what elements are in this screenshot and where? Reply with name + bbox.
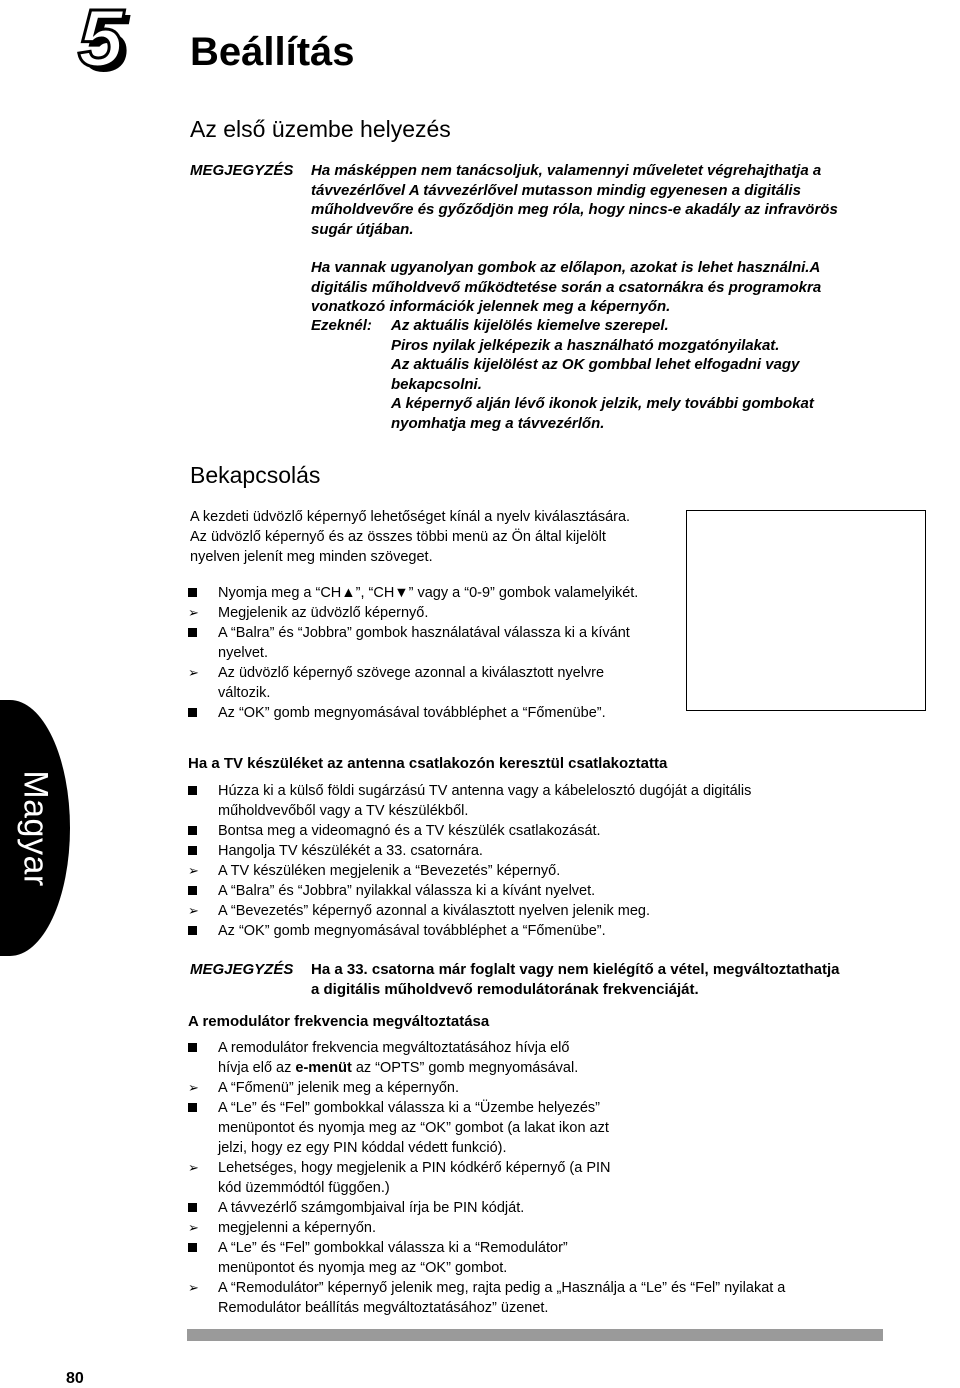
e-menu-term: e-menüt xyxy=(295,1060,352,1076)
arrow-right-icon: ➢ xyxy=(188,605,199,620)
chapter-number: 5 xyxy=(78,0,124,84)
side-tab-label: Magyar xyxy=(16,769,55,887)
list-item: ➢ megjelenni a képernyőn. xyxy=(188,1220,376,1236)
page-title: Beállítás xyxy=(190,30,355,74)
note-label-2: MEGJEGYZÉS xyxy=(190,961,294,978)
screen-illustration-frame xyxy=(686,510,926,711)
list-item: ➢ A “Főmenü” jelenik meg a képernyőn. xyxy=(188,1080,459,1096)
section-heading-antenna: Ha a TV készüléket az antenna csatlakozón keresztül csatlakoztatta xyxy=(188,755,668,772)
list-item: Az “OK” gomb megnyomásával továbbléphet a “Főmenübe”. xyxy=(218,705,606,721)
power-on-steps xyxy=(188,583,688,723)
list-item: A “Le” és “Fel” gombokkal válassza ki a “Remodulátor” menüpontot és nyomja meg az “OK” gombot. xyxy=(218,1240,568,1276)
ezeknel-label: Ezeknél: xyxy=(311,317,372,334)
arrow-right-icon: ➢ xyxy=(188,1280,199,1295)
list-item: Húzza ki a külső földi sugárzású TV antenna vagy a kábelelosztó dugóját a digitális műholdvevőből vagy a TV készülékből. xyxy=(218,783,752,819)
list-item: A “Balra” és “Jobbra” gombok használatával válassza ki a kívánt nyelvet. xyxy=(218,625,630,661)
arrow-right-icon: ➢ xyxy=(188,903,199,918)
note-label: MEGJEGYZÉS xyxy=(190,162,294,179)
antenna-steps xyxy=(188,781,888,941)
list-item: Nyomja meg a “CH▲”, “CH▼” vagy a “0-9” gombok valamelyikét. xyxy=(218,585,639,601)
list-item: A “Balra” és “Jobbra” nyilakkal válassza ki a kívánt nyelvet. xyxy=(218,883,596,899)
note-text-3: Ha a 33. csatorna már foglalt vagy nem kielégítő a vétel, megváltoztathatja a digitális műholdvevő remodulátorának frekvenciáját. xyxy=(311,961,840,998)
remodulator-steps xyxy=(188,1038,888,1318)
list-item: A távvezérlő számgombjaival írja be PIN kódját. xyxy=(218,1200,525,1216)
footer-divider xyxy=(187,1329,883,1341)
list-item: ➢ Az üdvözlő képernyő szövege azonnal a kiválasztott nyelvre változik. xyxy=(188,665,605,701)
list-item: Bontsa meg a videomagnó és a TV készülék csatlakozását. xyxy=(218,823,601,839)
arrow-right-icon: ➢ xyxy=(188,1160,199,1175)
ezeknel-list: Az aktuális kijelölés kiemelve szerepel. Piros nyilak jelképezik a használható mozgatónyilakat. Az aktuális kijelölést az OK gombbal lehet elfogadni vagy bekapcsolni. A képernyő alján lévő ikonok jelzik, mely további gombokat nyomhatja meg a távvezérlőn. xyxy=(391,317,814,432)
list-item: A remodulátor frekvencia megváltoztatásához hívja elő hívja elő az e-menüt az “OPTS” gomb megnyomásával. xyxy=(218,1040,579,1076)
list-item: ➢ A “Bevezetés” képernyő azonnal a kiválasztott nyelven jelenik meg. xyxy=(188,903,651,919)
page-number: 80 xyxy=(66,1370,84,1387)
arrow-right-icon: ➢ xyxy=(188,863,199,878)
list-item: ➢ A “Remodulátor” képernyő jelenik meg, rajta pedig a „Használja a “Le” és “Fel” nyilakat a Remodulátor beállítás megváltoztatásához” üzenet. xyxy=(188,1280,786,1316)
list-item: Az “OK” gomb megnyomásával továbbléphet a “Főmenübe”. xyxy=(218,923,606,939)
list-item: Hangolja TV készülékét a 33. csatornára. xyxy=(218,843,483,859)
arrow-right-icon: ➢ xyxy=(188,1220,199,1235)
section-heading-power-on: Bekapcsolás xyxy=(190,462,321,488)
list-item: ➢ Lehetséges, hogy megjelenik a PIN kódkérő képernyő (a PIN kód üzemmódtól függően.) xyxy=(188,1160,611,1196)
section-heading-remodulator: A remodulátor frekvencia megváltoztatása xyxy=(188,1013,490,1030)
note-text-1: Ha másképpen nem tanácsoljuk, valamennyi műveletet végrehajthatja a távvezérlővel A távvezérlővel mutasson mindig egyenesen a digitális műholdvevőre és győződjön meg róla, hogy nincs-e akadály az infravörös sugár útjában. xyxy=(311,162,838,238)
section-heading-first-setup: Az első üzembe helyezés xyxy=(190,116,451,142)
note-text-2: Ha vannak ugyanolyan gombok az előlapon, azokat is lehet használni.A digitális műholdvevő működtetése során a csatornákra és programokra vonatkozó információk jelennek meg a képernyőn. xyxy=(311,259,822,315)
list-item: ➢ A TV készüléken megjelenik a “Bevezetés” képernyő. xyxy=(188,863,561,879)
arrow-right-icon: ➢ xyxy=(188,1080,199,1095)
arrow-right-icon: ➢ xyxy=(188,665,199,680)
power-on-intro: A kezdeti üdvözlő képernyő lehetőséget kínál a nyelv kiválasztására. Az üdvözlő képernyő és az összes többi menü az Ön által kijelölt nyelven jelenít meg minden szöveget. xyxy=(190,509,631,565)
list-item: ➢ Megjelenik az üdvözlő képernyő. xyxy=(188,605,429,621)
list-item: A “Le” és “Fel” gombokkal válassza ki a “Üzembe helyezés” menüpontot és nyomja meg az “OK” gombot (a lakat ikon azt jelzi, hogy ez egy PIN kóddal védett funkció). xyxy=(218,1100,609,1156)
